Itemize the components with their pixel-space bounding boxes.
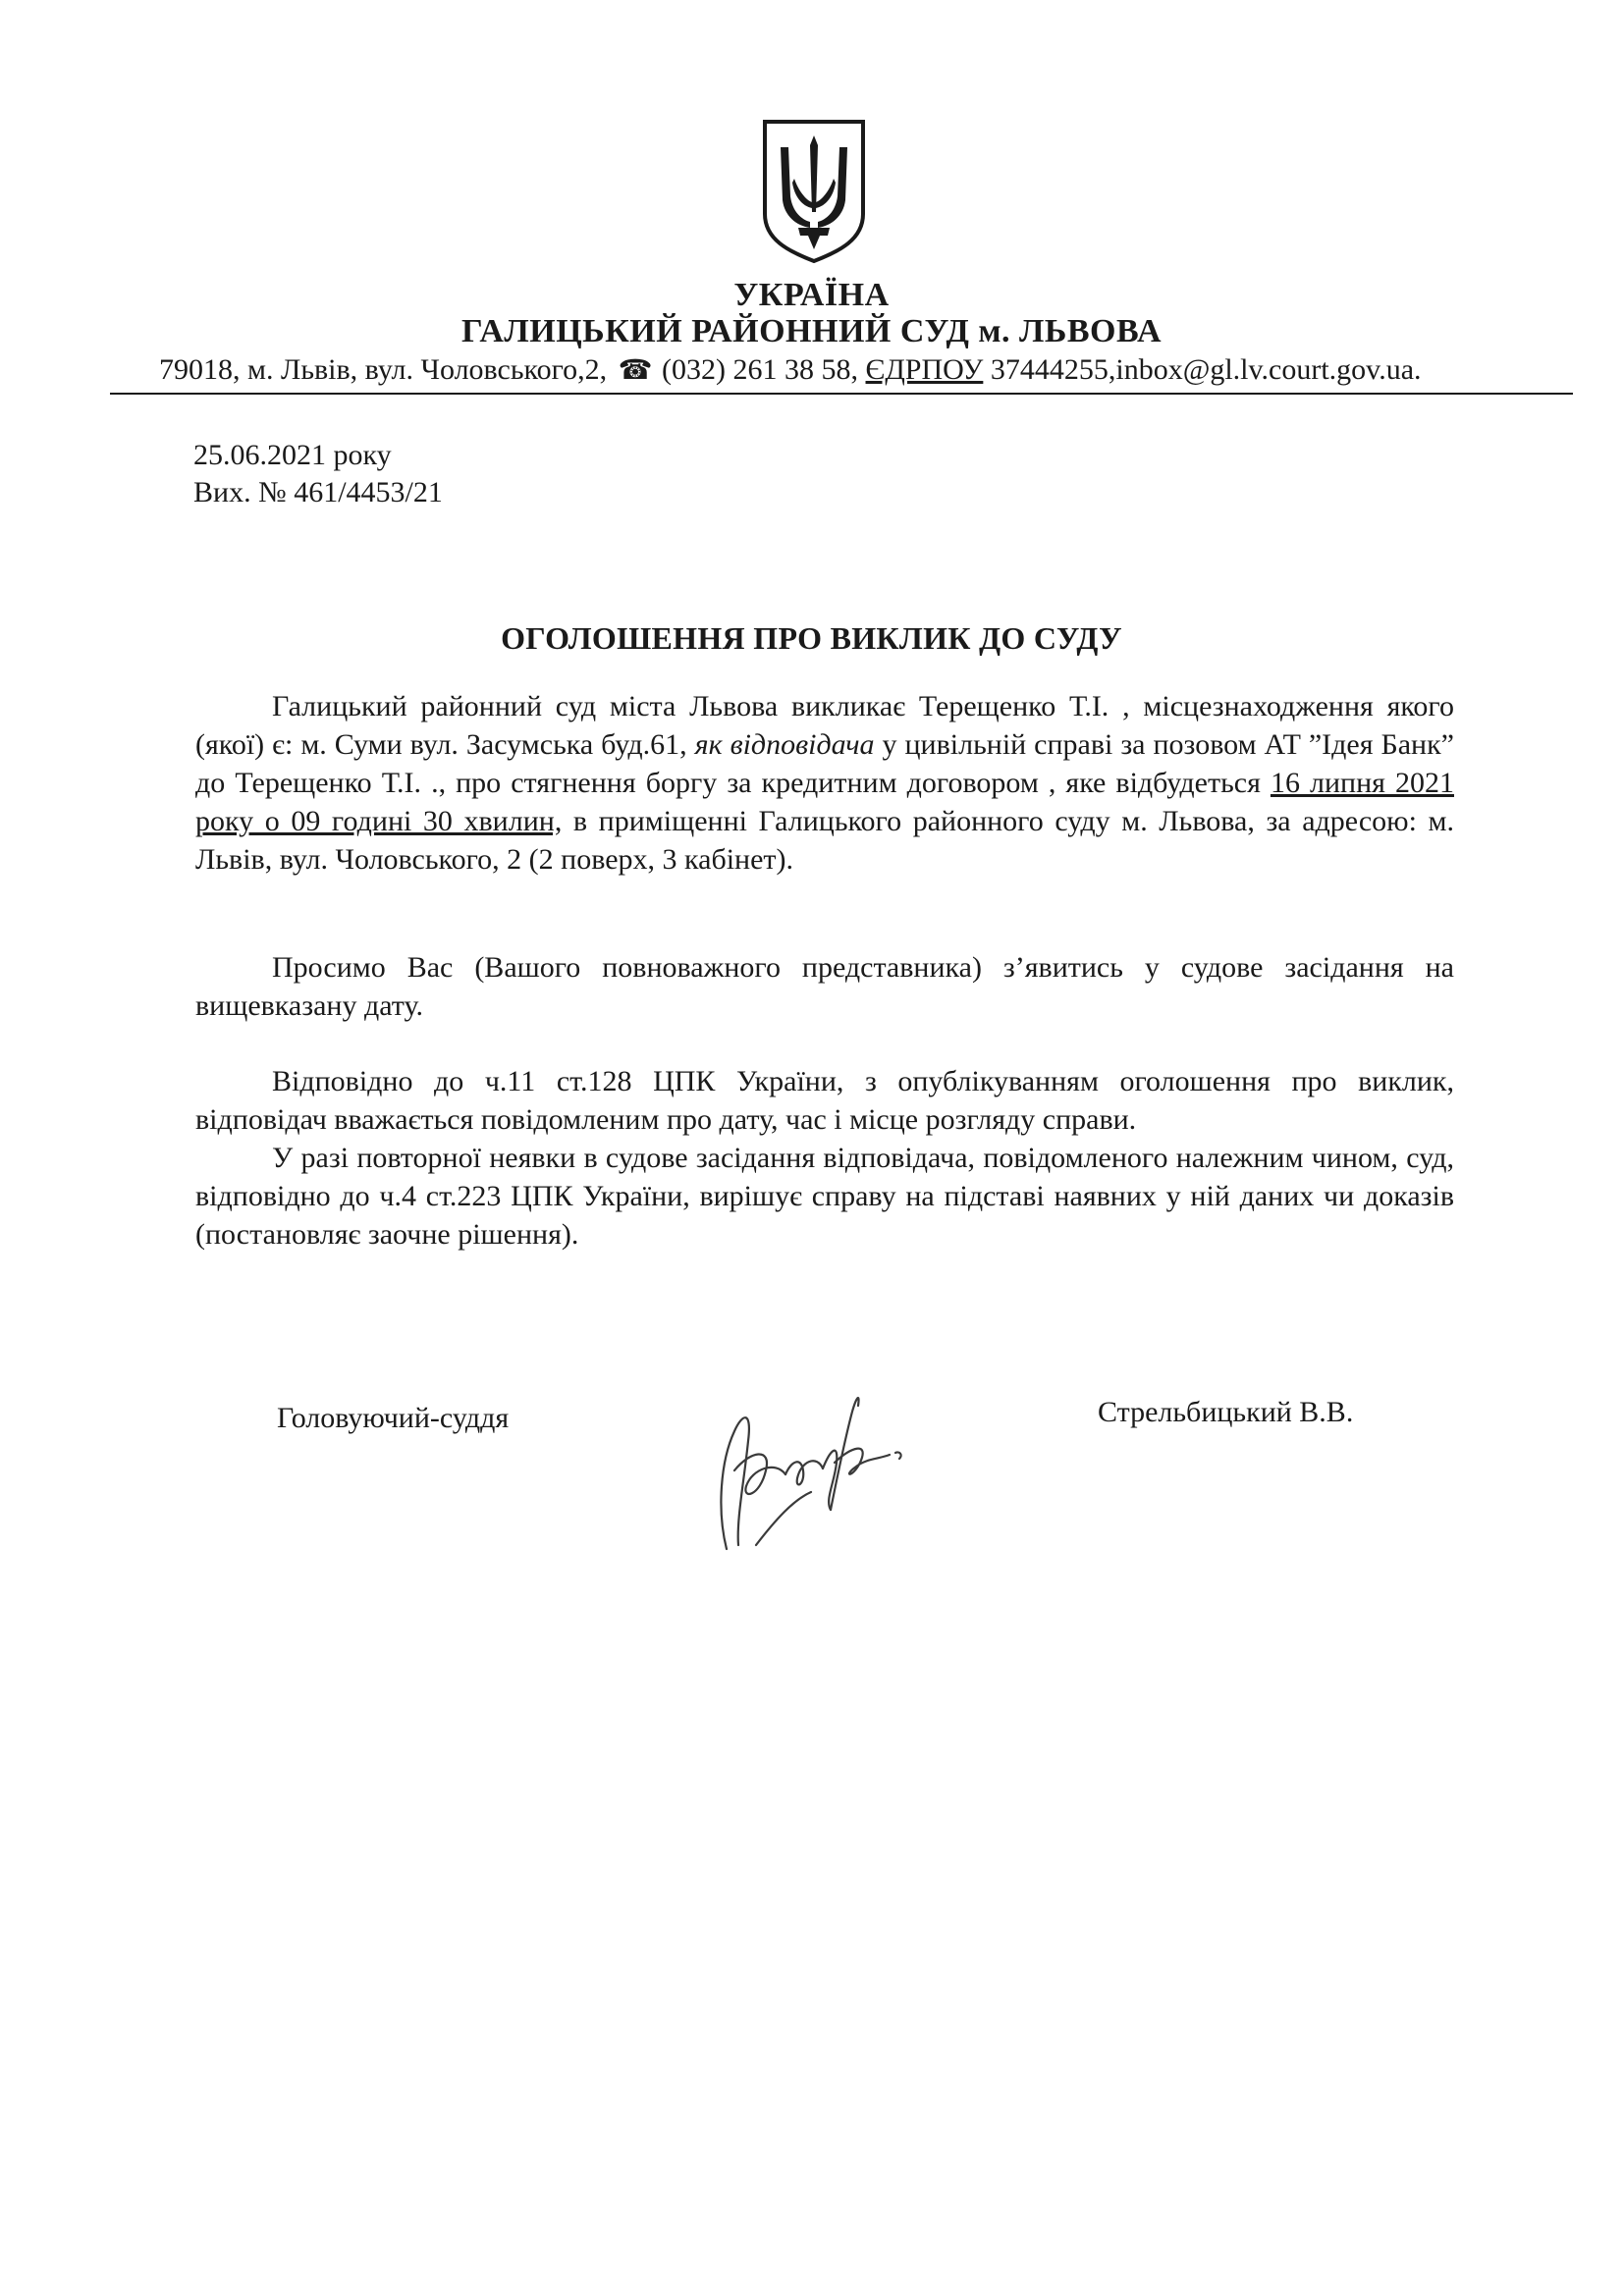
- judge-name: Стрельбицький В.В.: [1098, 1396, 1354, 1428]
- header-divider: [110, 393, 1573, 395]
- paragraph-request: [195, 948, 1454, 1025]
- handwritten-signature: [687, 1353, 913, 1559]
- hearing-datetime: 16 липня 2021 року о 09 годині 30 хвилин,: [195, 767, 1454, 837]
- court-address-line: [159, 353, 1422, 387]
- summons-text-b: у цивільній справі за позовом АТ ”Ідея Банк” до Терещенко Т.І. ., про стягнення боргу за кредитним договором , яке відбудеться: [195, 728, 1454, 799]
- phone-number: (032) 261 38 58,: [662, 353, 859, 386]
- telephone-icon: ☎: [618, 355, 653, 386]
- outgoing-number: Вих. № 461/4453/21: [193, 476, 443, 508]
- absence-consequence-text: У разі повторної неявки в судове засідання відповідача, повідомленого належним чином, суд, відповідно до ч.4 ст.223 ЦПК України, вирішує справу на підставі наявних у ній даних чи доказів (постановляє заочне рішення).: [195, 1142, 1454, 1251]
- address-end: 37444255,inbox@gl.lv.court.gov.ua.: [990, 353, 1422, 386]
- country-heading: УКРАЇНА: [733, 277, 890, 313]
- court-heading: ГАЛИЦЬКИЙ РАЙОННИЙ СУД м. ЛЬВОВА: [460, 313, 1163, 349]
- summons-text-a: Галицький районний суд міста Львова викликає Терещенко Т.І. , місцезнаходження якого (якої) є: м. Суми вул. Засумська буд.61,: [195, 690, 1454, 761]
- paragraph-absence-consequence: [195, 1139, 1454, 1254]
- summons-text-c: в приміщенні Галицького районного суду м. Львова, за адресою: м. Львів, вул. Чоловського, 2 (2 поверх, 3 кабінет).: [195, 805, 1454, 876]
- paragraph-legal-basis: [195, 1062, 1454, 1139]
- edrpou-label: ЄДРПОУ: [865, 353, 984, 386]
- legal-basis-text: Відповідно до ч.11 ст.128 ЦПК України, з опублікуванням оголошення про виклик, відповідач вважається повідомленим про дату, час і місце розгляду справи.: [195, 1065, 1454, 1136]
- defendant-role: як відповідача: [694, 728, 875, 761]
- notice-title: ОГОЛОШЕННЯ ПРО ВИКЛИК ДО СУДУ: [501, 620, 1122, 656]
- paragraph-summons: [195, 687, 1454, 879]
- trident-emblem-icon: [759, 118, 869, 265]
- document-date: 25.06.2021 року: [193, 439, 392, 471]
- signatory-role: Головуючий-суддя: [277, 1402, 510, 1434]
- request-text: Просимо Вас (Вашого повноважного представника) з’явитись у судове засідання на вищевказану дату.: [195, 951, 1454, 1022]
- address-start: 79018, м. Львів, вул. Чоловського,2,: [159, 353, 608, 386]
